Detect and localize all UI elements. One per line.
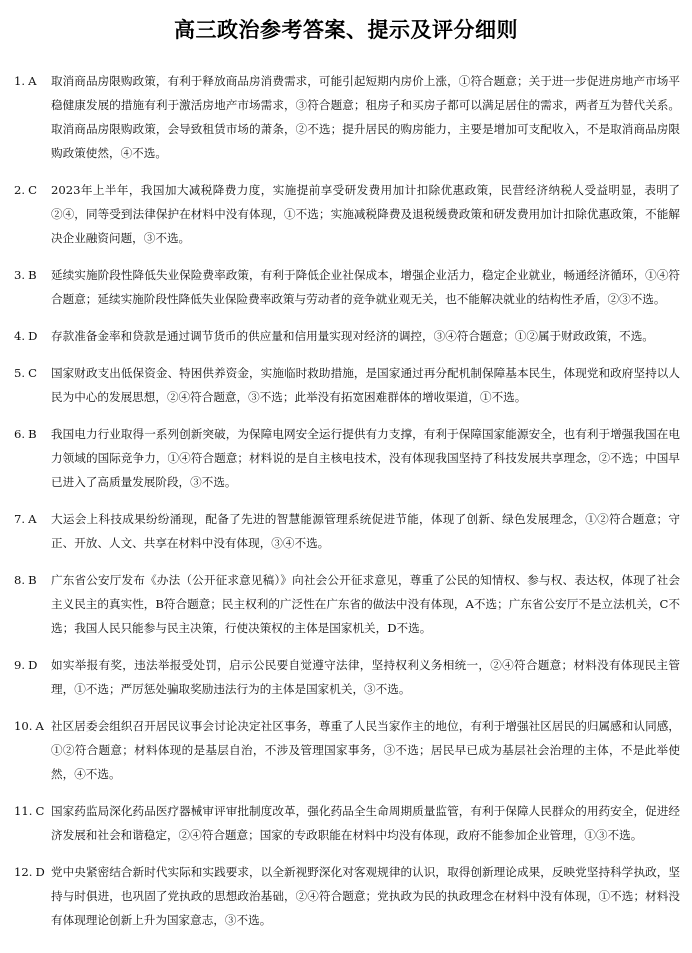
explanation-text: 我国电力行业取得一系列创新突破，为保障电网安全运行提供有力支撑，有利于保障国家能源安全，也有利于增强我国在电力领域的国际竞争力，①④符合题意；材料说的是自主核电技术，没有体现我国坚持了科技发展共享理念，②不选；中国早已进入了高质量发展阶段，③不选。 [51,427,680,489]
question-number: 4. [14,329,26,343]
question-number: 12. [14,865,33,879]
explanation-text: 社区居委会组织召开居民议事会讨论决定社区事务，尊重了人民当家作主的地位，有利于增强社区居民的归属感和认同感，①②符合题意；材料体现的是基层自治，不涉及管理国家事务，③不选；居民早已成为基层社会治理的主体，不是此举使然，④不选。 [51,719,680,781]
explanation-text: 广东省公安厅发布《办法（公开征求意见稿）》向社会公开征求意见，尊重了公民的知情权、参与权、表达权，体现了社会主义民主的真实性，B符合题意；民主权利的广泛性在广东省的做法中没有体现，A不选；广东省公安厅不是立法机关，C不选；我国人民只能参与民主决策，行使决策权的主体是国家机关，D不选。 [51,573,680,635]
question-number: 10. [14,719,33,733]
explanation-text: 存款准备金率和贷款是通过调节货币的供应量和信用量实现对经济的调控，③④符合题意；①②属于财政政策，不选。 [51,329,654,343]
explanation-text: 2023年上半年，我国加大减税降费力度，实施提前享受研发费用加计扣除优惠政策，民营经济纳税人受益明显，表明了②④，同等受到法律保护在材料中没有体现，①不选；实施减税降费及退税缓费政策和研发费用加计扣除优惠政策，不能解决企业融资问题，③不选。 [51,183,680,245]
answer-letter: D [28,329,38,343]
explanation-text: 延续实施阶段性降低失业保险费率政策，有利于降低企业社保成本，增强企业活力，稳定企业就业，畅通经济循环，①④符合题意；延续实施阶段性降低失业保险费率政策与劳动者的竞争就业观无关，也不能解决就业的结构性矛盾，②③不选。 [51,268,680,306]
explanation-text: 党中央紧密结合新时代实际和实践要求，以全新视野深化对客观规律的认识，取得创新理论成果，反映党坚持科学执政，坚持与时俱进，也巩固了党执政的思想政治基础，②④符合题意；党执政为民的执政理念在材料中没有体现，①不选；材料没有体现理论创新上升为国家意志，③不选。 [51,865,680,927]
answer-letter: A [35,719,44,733]
answer-letter: C [28,366,37,380]
answer-letter: A [28,74,37,88]
answer-item [14,178,680,250]
explanation-text: 大运会上科技成果纷纷涌现，配备了先进的智慧能源管理系统促进节能，体现了创新、绿色发展理念，①②符合题意；守正、开放、人文、共享在材料中没有体现，③④不选。 [51,512,680,550]
answer-item [14,422,680,494]
answer-letter: C [28,183,37,197]
answer-letter: B [28,268,37,282]
answer-letter: C [35,804,45,818]
question-number: 1. [14,74,26,88]
answer-item [14,361,680,409]
question-number: 6. [14,427,26,441]
answer-label [14,178,37,202]
question-number: 5. [14,366,26,380]
answer-letter: B [28,573,37,587]
answer-item [14,714,680,786]
answer-label [14,361,37,385]
explanation-text: 如实举报有奖，违法举报受处罚，启示公民要自觉遵守法律，坚持权利义务相统一，②④符合题意；材料没有体现民主管理，①不选；严厉惩处骗取奖励违法行为的主体是国家机关，③不选。 [51,658,680,696]
answer-label [14,799,44,823]
answer-label [14,507,36,531]
answer-item [14,653,680,701]
explanation-text: 国家药监局深化药品医疗器械审评审批制度改革，强化药品全生命周期质量监管，有利于保障人民群众的用药安全，促进经济发展和社会和谐稳定，②④符合题意；国家的专政职能在材料中均没有体现，政府不能参加企业管理，①③不选。 [51,804,680,842]
answer-list [14,69,680,945]
answer-label [14,714,44,738]
answer-letter: D [28,658,38,672]
answer-label [14,422,37,446]
question-number: 7. [14,512,26,526]
question-number: 9. [14,658,26,672]
answer-item [14,324,680,348]
answer-item [14,568,680,640]
answer-item [14,263,680,311]
answer-label [14,860,45,884]
answer-letter: D [35,865,45,879]
page-title: 高三政治参考答案、提示及评分细则 [174,18,518,42]
answer-label [14,69,36,93]
answer-item [14,507,680,555]
answer-label [14,263,37,287]
answer-item [14,69,680,165]
question-number: 11. [14,804,33,818]
answer-item [14,860,680,932]
question-number: 2. [14,183,26,197]
answer-letter: B [28,427,37,441]
explanation-text: 取消商品房限购政策，有利于释放商品房消费需求，可能引起短期内房价上涨，①符合题意；关于进一步促进房地产市场平稳健康发展的措施有利于激活房地产市场需求，③符合题意；租房子和买房子都可以满足居住的需求，两者互为替代关系。取消商品房限购政策，会导致租赁市场的萧条，②不选；提升居民的购房能力，主要是增加可支配收入，不是取消商品房限购政策使然，④不选。 [51,74,680,160]
question-number: 8. [14,573,26,587]
answer-label [14,568,37,592]
answer-item [14,799,680,847]
question-number: 3. [14,268,26,282]
answer-label [14,324,37,348]
answer-label [14,653,37,677]
answer-letter: A [28,512,37,526]
explanation-text: 国家财政支出低保资金、特困供养资金，实施临时救助措施，是国家通过再分配机制保障基本民生，体现党和政府坚持以人民为中心的发展思想，②④符合题意，③不选；此举没有拓宽困难群体的增收渠道，①不选。 [51,366,680,404]
